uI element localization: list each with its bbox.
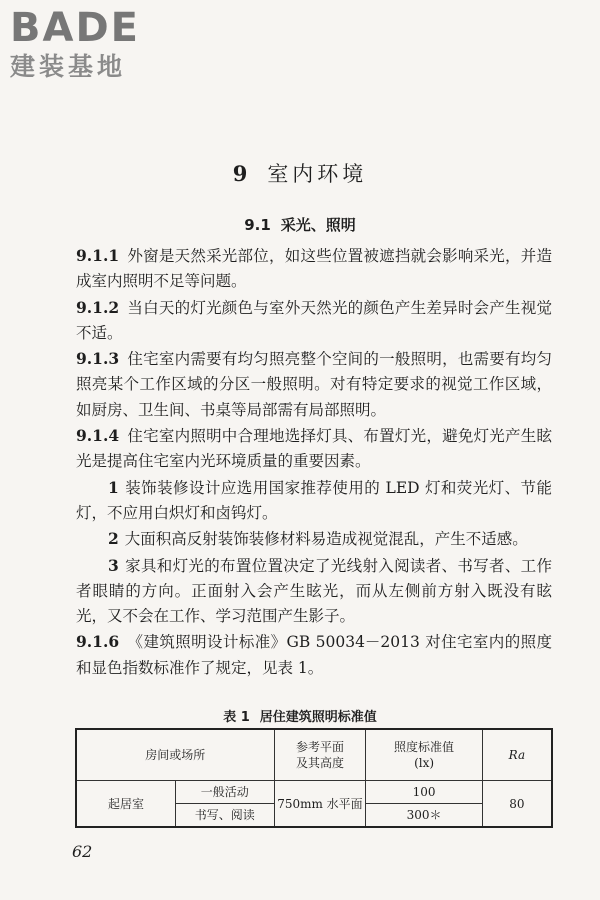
clause — [76, 295, 552, 347]
header-room: 房间或场所 — [76, 729, 274, 781]
clause-text: 住宅室内照明中合理地选择灯具、布置灯光，避免灯光产生眩光是提高住宅室内光环境质量的重要因素。 — [76, 427, 552, 471]
clause-text: 当白天的灯光颜色与室外天然光的颜色产生差异时会产生视觉不适。 — [76, 298, 552, 342]
list-item — [76, 553, 552, 630]
header-plane: 参考平面 及其高度 — [274, 729, 366, 781]
item-number: 3 — [108, 555, 119, 575]
clause-number: 9.1.4 — [76, 426, 120, 446]
clause-text: 《建筑照明设计标准》GB 50034－2013 对住宅室内的照度和显色指数标准作了规定，见表 1。 — [76, 633, 552, 677]
clause-number: 9.1.6 — [76, 632, 120, 652]
table-title: 居住建筑照明标准值 — [259, 710, 377, 725]
cell-lux: 300＊ — [366, 804, 482, 828]
table-caption — [0, 706, 600, 725]
clause — [76, 629, 552, 681]
header-lux: 照度标准值 (lx) — [366, 729, 482, 781]
list-item — [76, 526, 552, 552]
lighting-standard-table — [75, 728, 553, 828]
clause — [76, 423, 552, 475]
cell-activity: 书写、阅读 — [176, 804, 275, 828]
clause-number: 9.1.3 — [76, 349, 120, 369]
item-text: 大面积高反射装饰装修材料易造成视觉混乱，产生不适感。 — [124, 530, 528, 549]
list-item — [76, 475, 552, 527]
cell-plane: 750mm 水平面 — [274, 781, 366, 828]
logo-chinese: 建装基地 — [10, 52, 127, 81]
item-text: 装饰装修设计应选用国家推荐使用的 LED 灯和荧光灯、节能灯，不应用白炽灯和卤钨灯。 — [76, 478, 552, 522]
cell-room: 起居室 — [76, 781, 176, 828]
body-text — [76, 243, 552, 681]
chapter-heading — [0, 158, 600, 188]
page-number: 62 — [72, 842, 93, 861]
section-heading — [0, 214, 600, 235]
item-number: 1 — [108, 477, 119, 497]
table-label: 表 1 — [223, 710, 250, 725]
table-header-row — [76, 729, 552, 781]
section-number: 9.1 — [244, 216, 271, 234]
cell-lux: 100 — [366, 781, 482, 804]
chapter-title: 室内环境 — [267, 162, 368, 186]
cell-activity: 一般活动 — [176, 781, 275, 804]
table-row — [76, 781, 552, 804]
clause-number: 9.1.2 — [76, 297, 120, 317]
clause — [76, 243, 552, 295]
header-ra: Ra — [482, 729, 552, 781]
item-number: 2 — [108, 529, 119, 549]
cell-ra: 80 — [482, 781, 552, 828]
section-title: 采光、照明 — [280, 216, 356, 234]
logo — [10, 6, 140, 82]
item-text: 家具和灯光的布置位置决定了光线射入阅读者、书写者、工作者眼睛的方向。正面射入会产生眩光，而从左侧前方射入既没有眩光，又不会在工作、学习范围产生影子。 — [76, 556, 552, 626]
clause — [76, 346, 552, 423]
clause-number: 9.1.1 — [76, 246, 120, 265]
logo-english: BADE — [10, 5, 140, 51]
clause-text: 外窗是天然采光部位，如这些位置被遮挡就会影响采光，并造成室内照明不足等问题。 — [76, 247, 552, 291]
chapter-number: 9 — [232, 161, 252, 186]
clause-text: 住宅室内需要有均匀照亮整个空间的一般照明，也需要有均匀照亮某个工作区域的分区一般照明。对有特定要求的视觉工作区域，如厨房、卫生间、书桌等局部需有局部照明。 — [76, 350, 552, 419]
